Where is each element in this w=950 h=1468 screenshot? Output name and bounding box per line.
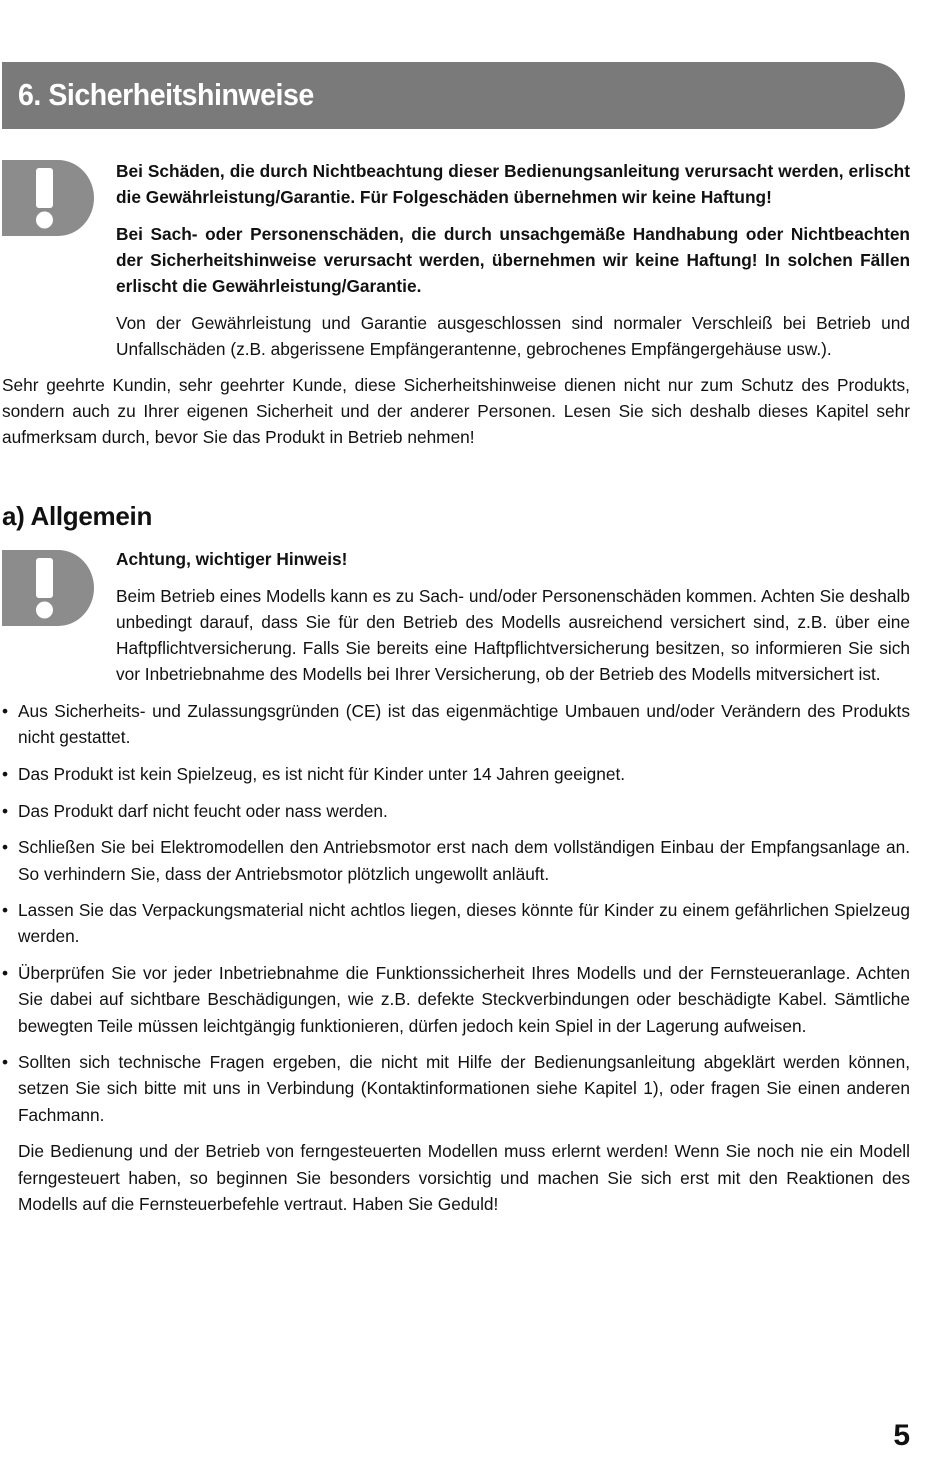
bullet-icon: •	[2, 900, 9, 921]
list-item: • Lassen Sie das Verpackungsmaterial nicht achtlos liegen, dieses könnte für Kinder zu einem gefährlichen Spielzeug werden.	[0, 897, 910, 949]
warning-heading: Achtung, wichtiger Hinweis!	[116, 549, 348, 569]
warning-paragraph: Bei Schäden, die durch Nichtbeachtung dieser Bedienungsanleitung verursacht werden, erlischt die Gewährleistung/Garantie. Für Folgeschäden übernehmen wir keine Haftung!	[116, 161, 910, 208]
bullet-icon: •	[2, 837, 9, 858]
safety-bullet-list	[0, 698, 910, 1227]
section-header-bar	[2, 62, 905, 129]
intro-paragraph: Sehr geehrte Kundin, sehr geehrter Kunde, diese Sicherheitshinweise dienen nicht nur zum Schutz des Produkts, sondern auch zu Ihrer eigenen Sicherheit und der anderer Personen. Lesen Sie sich deshalb dieses Kapitel sehr aufmerksam durch, bevor Sie das Produkt in Betrieb nehmen!	[2, 375, 910, 448]
bullet-icon: •	[2, 963, 9, 984]
warning-block-insurance	[116, 546, 910, 688]
list-item: • Aus Sicherheits- und Zulassungsgründen (CE) ist das eigenmächtige Umbauen und/oder Verändern des Produkts nicht gestattet.	[0, 698, 910, 750]
bullet-icon: •	[2, 763, 9, 784]
bullet-icon: •	[2, 800, 9, 821]
list-item: • Schließen Sie bei Elektromodellen den Antriebsmotor erst nach dem vollständigen Einbau der Empfangsanlage an. So verhindern Sie, dass der Antriebsmotor plötzlich ungewollt anläuft.	[0, 834, 910, 886]
page-number: 5	[893, 1419, 910, 1452]
exclamation-icon	[2, 160, 94, 236]
list-item: • Überprüfen Sie vor jeder Inbetriebnahme die Funktionssicherheit Ihres Modells und der Fernsteueranlage. Achten Sie dabei auf sichtbare Beschädigungen, wie z.B. defekte Steckverbindungen oder beschädigte Kabel. Sämtliche bewegten Teile müssen leichtgängig funktionieren, dürfen jedoch kein Spiel in der Lagerung aufweisen.	[0, 960, 910, 1039]
bullet-icon: •	[2, 1052, 9, 1073]
bullet-icon: •	[2, 701, 9, 721]
list-item: • Das Produkt darf nicht feucht oder nass werden.	[0, 798, 910, 824]
section-title: a) Allgemein	[2, 501, 153, 531]
page-title: 6. Sicherheitshinweise	[18, 77, 314, 112]
closing-paragraph: Die Bedienung und der Betrieb von ferngesteuerten Modellen muss erlernt werden! Wenn Sie noch nie ein Modell ferngesteuert haben, so beginnen Sie besonders vorsichtig und machen Sie sich erst mit den Reaktionen des Modells auf die Fernsteuerbefehle vertraut. Haben Sie Geduld!	[18, 1141, 910, 1214]
warning-paragraph: Beim Betrieb eines Modells kann es zu Sach- und/oder Personenschäden kommen. Achten Sie deshalb unbedingt darauf, dass Sie für den Betrieb des Modells ausreichend versichert sind, z.B. über eine Haftpflichtversicherung. Falls Sie bereits eine Haftpflichtversicherung besitzen, so informieren Sie sich vor Inbetriebnahme des Modells bei Ihrer Versicherung, ob der Betrieb des Modells mitversichert ist.	[116, 585, 910, 685]
list-item: • Das Produkt ist kein Spielzeug, es ist nicht für Kinder unter 14 Jahren geeignet.	[0, 761, 910, 787]
list-item: • Sollten sich technische Fragen ergeben, die nicht mit Hilfe der Bedienungsanleitung abgeklärt werden können, setzen Sie sich bitte mit uns in Verbindung (Kontaktinformationen siehe Kapitel 1), oder fragen Sie einen anderen Fachmann.	[0, 1049, 910, 1128]
warning-paragraph: Bei Sach- oder Personenschäden, die durch unsachgemäße Handhabung oder Nichtbeachten der Sicherheitshinweise verursacht werden, übernehmen wir keine Haftung! In solchen Fällen erlischt die Gewährleistung/Garantie.	[116, 223, 910, 297]
exclamation-icon	[2, 550, 94, 626]
warning-paragraph: Von der Gewährleistung und Garantie ausgeschlossen sind normaler Verschleiß bei Betrieb und Unfallschäden (z.B. abgerissene Empfängerantenne, gebrochenes Empfängergehäuse usw.).	[116, 313, 910, 360]
warning-block-liability	[116, 158, 910, 362]
